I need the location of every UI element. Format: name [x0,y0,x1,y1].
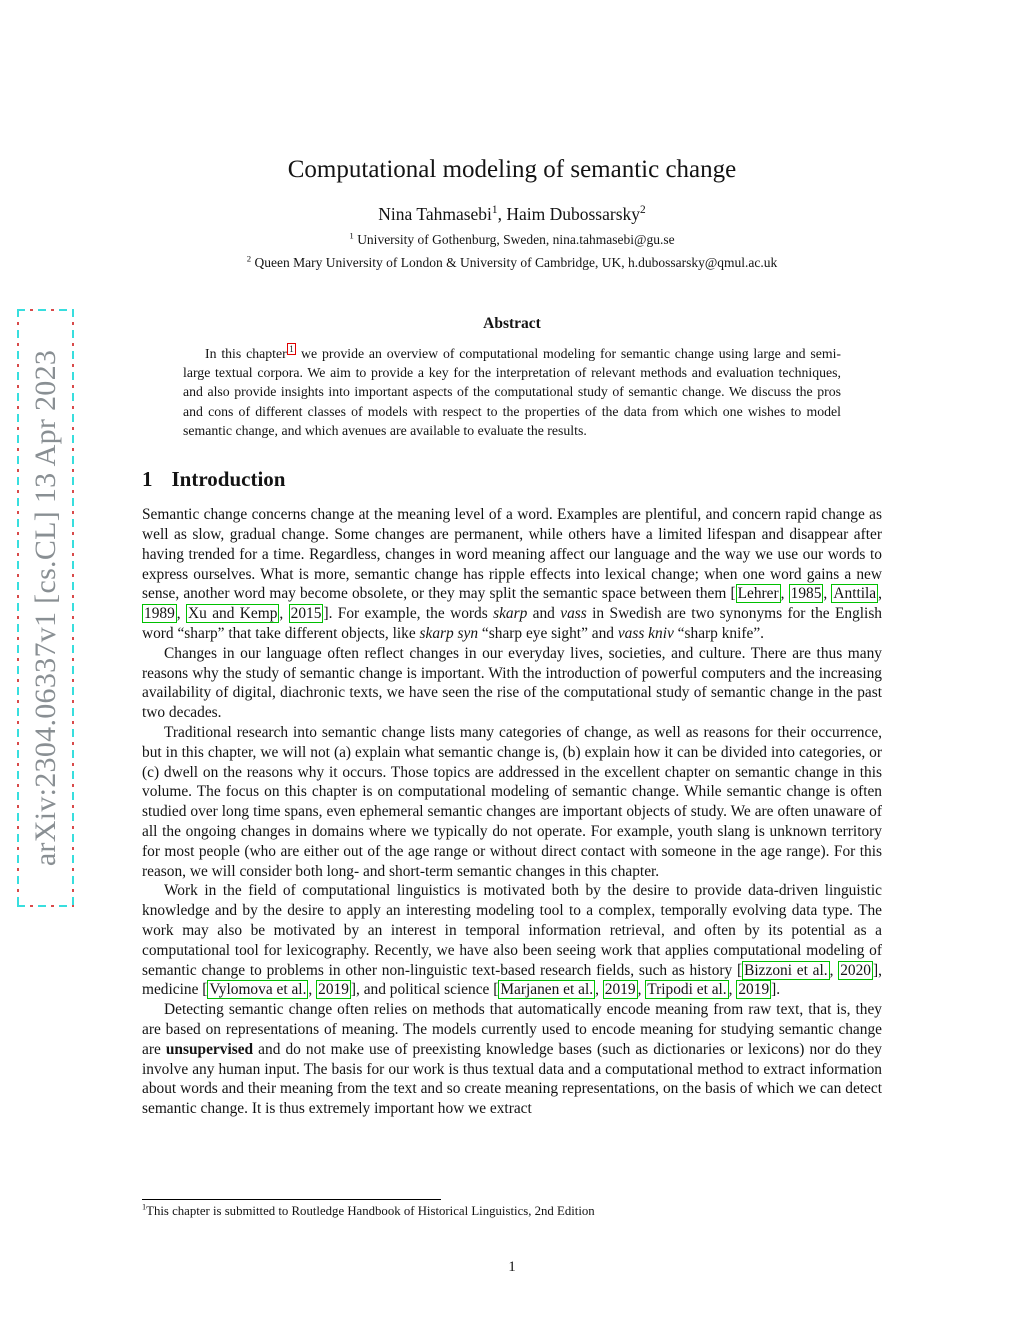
citation-link[interactable]: 2019 [738,981,770,999]
text-run: , [780,585,789,603]
section-number: 1 [142,467,153,492]
text-run: University of Gothenburg, Sweden, nina.tahmasebi@gu.se [353,231,675,247]
introduction-body [142,505,882,1119]
text-run: , [279,605,289,623]
italic-term: skarp [493,605,528,623]
superscript-marker: 2 [640,203,646,216]
text-run: and [527,605,561,623]
superscript-marker: 1 [349,230,354,241]
text-run: Nina Tahmasebi [378,203,492,224]
text-run: , [176,605,187,623]
citation-link[interactable]: 1989 [144,605,175,623]
body-paragraph [142,723,882,881]
affiliation-1 [142,232,882,248]
citation-link[interactable]: 2019 [318,981,349,999]
citation-link[interactable]: Xu and Kemp [188,605,278,623]
italic-term: vass [560,605,587,623]
text-run: and do not make use of preexisting knowledge bases (such as dictionaries or lexicons) nor do they involve any human input. The basis for our work is thus textual data and a computational method to extract information about words and their meaning from the text and so create meaning representations, on the basis of which we can detect semantic change. It is thus extremely important how we extract [142,1040,882,1118]
text-run: , [829,961,839,979]
authors-line [142,204,882,225]
text-run: , Haim Dubossarsky [497,203,641,224]
text-run: “sharp knife”. [673,625,764,643]
citation-link[interactable]: 2015 [290,605,322,623]
text-run: ], medicine [ [142,961,882,999]
arxiv-id-text: arXiv:2304.06337v1 [cs.CL] 13 Apr 2023 [28,349,62,867]
body-paragraph [142,881,882,1000]
footnote-text [142,1204,882,1219]
footnote-marker-link[interactable]: 1 [287,343,296,355]
text-run: In this chapter [205,345,287,361]
citation-link[interactable]: Vylomova et al. [209,981,307,999]
italic-term: skarp syn [419,625,479,643]
text-run: Traditional research into semantic change lists many categories of change, as well as reasons for their occurrence, but in this chapter, we will not (a) explain what semantic change is, (b) explain how it can be divided into categories, or (c) dwell on the reasons why it occurs. Those topics are addressed in the excellent chapter on semantic change in this volume. The focus on this chapter is on computational modeling of semantic change. While semantic change is often studied over long time spans, even ephemeral semantic changes are important objects of study. We are often unaware of all the ongoing changes in domains where we typically do not operate. For example, youth slang is unknown territory for most people (who are either out of the age range or without direct contact with someone in the age range). For this reason, we will consider both long- and short-term semantic changes in this chapter. [142,724,882,880]
citation-link[interactable]: 1985 [790,585,822,603]
abstract-text [183,344,841,440]
text-run: Work in the field of computational linguistics is motivated both by the desire to provide data-driven linguistic knowledge and by the desire to apply an interesting modeling tool to a complex, temporally evolving data type. The work may also be motivated by an interest in temporal information retrieval, and often by its potential as a computational tool for lexicography. Recently, we have also been seeing work that applies computational modeling of semantic change to problems in other non-linguistic text-based research fields, such as history [ [142,882,882,979]
text-run: ]. For example, the words [323,605,494,623]
citation-link[interactable]: 2020 [840,961,871,979]
text-run: , [637,981,646,999]
footnote-rule [142,1199,441,1200]
citation-link[interactable]: Tripodi et al. [647,981,727,999]
section-title: Introduction [171,467,286,492]
footnote [142,1199,882,1219]
text-run: , [728,981,737,999]
text-run: “sharp eye sight” and [478,625,618,643]
page-number: 1 [508,1259,516,1275]
citation-link[interactable]: 2019 [604,981,636,999]
superscript-marker: 1 [142,1202,147,1212]
citation-link[interactable]: Marjanen et al. [500,981,594,999]
superscript-marker: 2 [246,253,252,264]
body-paragraph [142,644,882,723]
text-run: Changes in our language often reflect changes in our everyday lives, societies, and culture. There are thus many reasons why the study of semantic change is important. With the introduction of powerful computers and the increasing availability of digital, diachronic texts, we have seen the rise of the computational study of semantic change in the past two decades. [142,644,882,722]
text-run: Semantic change concerns change at the meaning level of a word. Examples are plentiful, and concern rapid change as well as slow, gradual change. Some changes are permanent, while others have a limited lifespan and disappear after having trended for a time. Regardless, changes in word meaning affect our language and the way we use our words to express ourselves. What is more, semantic change has ripple effects into lexical change; when one word gains a new sense, another word may become obsolete, or they may split the semantic space between them [ [142,506,882,603]
text-run: Detecting semantic change often relies on methods that automatically encode meaning from raw text, that is, they are based on representations of meaning. The models currently used to encode meaning for studying semantic change are [142,1001,882,1058]
body-paragraph [142,1000,882,1119]
superscript-marker: 1 [491,203,498,216]
paper-content [142,0,882,1119]
affiliation-2 [142,255,882,271]
text-run: ], and political science [ [350,981,499,999]
text-run: This chapter is submitted to Routledge Handbook of Historical Linguistics, 2nd Edition [146,1204,595,1218]
citation-link[interactable]: Anttila [833,585,877,603]
body-paragraph [142,505,882,644]
italic-term: vass kniv [617,625,674,643]
abstract-heading: Abstract [483,314,541,332]
paper-title: Computational modeling of semantic change [287,156,737,183]
section-heading [142,467,882,492]
citation-link[interactable]: Lehrer [737,585,779,603]
text-run: in Swedish are two synonyms for the English word “sharp” that take different objects, like [142,605,883,643]
text-run: , [823,585,832,603]
text-run: Queen Mary University of London & University of Cambridge, UK, h.dubossarsky@qmul.ac.uk [251,254,778,270]
bold-term: unsupervised [165,1040,254,1058]
text-run: we provide an overview of computational modeling for semantic change using large and semi-large textual corpora. We aim to provide a key for the interpretation of relevant methods and evaluation techniques, and also provide insights into important aspects of the computational study of semantic change. We discuss the pros and cons of different classes of models with respect to the properties of the data from which one wishes to model semantic change, and which avenues are available to evaluate the results. [183,345,842,438]
text-run: , [878,585,882,603]
citation-link[interactable]: Bizzoni et al. [744,961,828,979]
text-run: ]. [771,981,781,999]
text-run: , [308,981,317,999]
text-run: , [595,981,603,999]
arxiv-watermark-box [17,309,74,907]
